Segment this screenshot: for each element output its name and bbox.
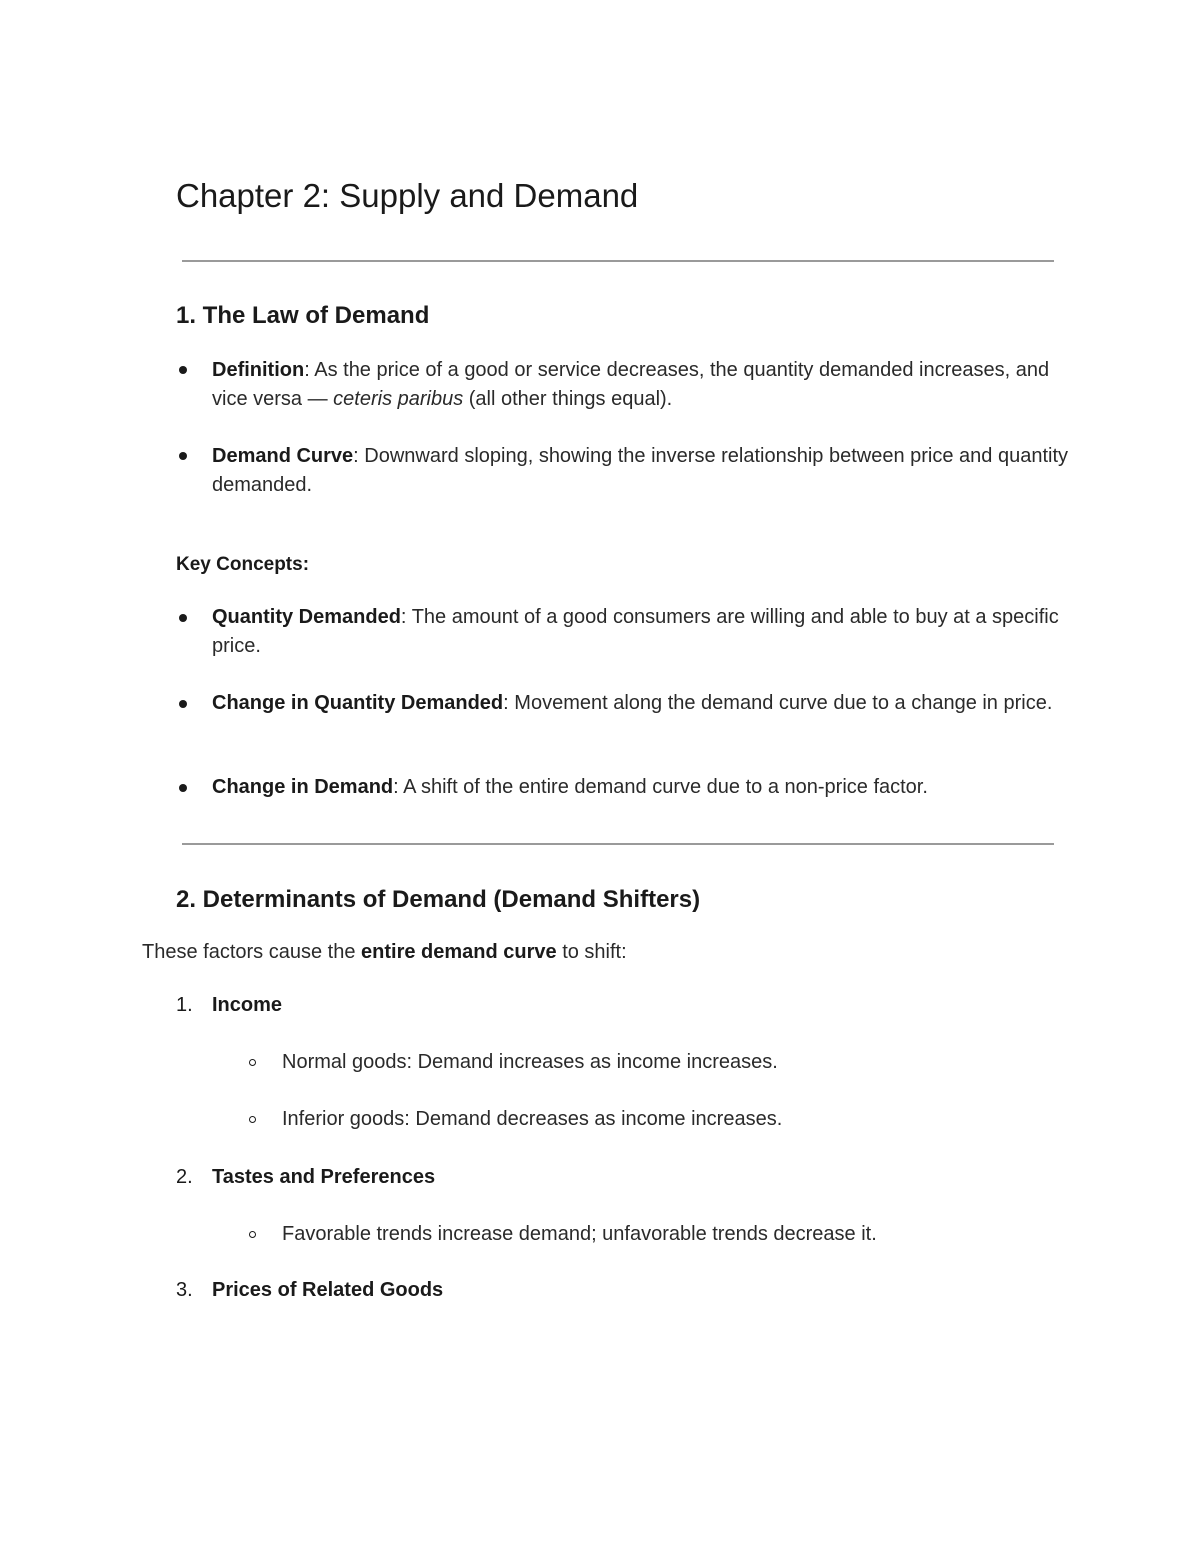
demand-curve-item: [212, 442, 1072, 500]
key-concepts-label: Key Concepts:: [176, 554, 310, 575]
key-concept-term: Change in Demand: [212, 776, 394, 798]
bullet-icon: [179, 366, 187, 374]
list-item-label: Income: [212, 994, 283, 1016]
separator: :: [400, 606, 412, 628]
list-number: 2.: [176, 1166, 193, 1188]
intro-text: These factors cause the: [142, 941, 362, 963]
intro-text-end: to shift:: [556, 941, 627, 963]
sub-item: Normal goods: Demand increases as income increases.: [282, 1051, 778, 1073]
key-concept-item: [212, 773, 1072, 802]
definition-text-end: (all other things equal).: [463, 388, 673, 410]
key-concept-text: A shift of the entire demand curve due to a non-price factor.: [403, 776, 928, 798]
list-item-label: Tastes and Preferences: [212, 1166, 436, 1188]
section-intro: [142, 938, 627, 967]
section-heading-law-of-demand: 1. The Law of Demand: [176, 302, 430, 329]
separator: :: [393, 776, 404, 798]
divider: [182, 260, 1054, 262]
bullet-icon: [179, 700, 187, 708]
sub-item: Favorable trends increase demand; unfavorable trends decrease it.: [282, 1223, 877, 1245]
key-concept-term: Change in Quantity Demanded: [212, 692, 504, 714]
demand-curve-text: Downward sloping, showing the inverse relationship between price and quantity demanded.: [212, 445, 1069, 496]
definition-term: Definition: [212, 359, 305, 381]
page-title: Chapter 2: Supply and Demand: [176, 177, 639, 214]
separator: :: [304, 359, 315, 381]
key-concept-item: [212, 689, 1072, 718]
intro-bold: entire demand curve: [361, 941, 557, 963]
sub-item: Inferior goods: Demand decreases as income increases.: [282, 1108, 783, 1130]
bullet-icon: [179, 614, 187, 622]
list-number: 3.: [176, 1279, 193, 1301]
definition-item: [212, 356, 1072, 414]
separator: :: [353, 445, 365, 467]
key-concept-text: The amount of a good consumers are willing and able to buy at a specific price.: [212, 606, 1059, 657]
list-number: 1.: [176, 994, 193, 1016]
divider: [182, 843, 1054, 845]
key-concept-text: Movement along the demand curve due to a change in price.: [514, 692, 1053, 714]
section-heading-determinants: 2. Determinants of Demand (Demand Shifters): [176, 886, 701, 913]
separator: :: [503, 692, 515, 714]
key-concept-term: Quantity Demanded: [212, 606, 401, 628]
bullet-icon: [179, 452, 187, 460]
ceteris-paribus: ceteris paribus: [333, 388, 464, 410]
key-concept-item: [212, 603, 1072, 661]
demand-curve-term: Demand Curve: [212, 445, 354, 467]
circle-bullet-icon: [249, 1116, 256, 1123]
circle-bullet-icon: [249, 1059, 256, 1066]
bullet-icon: [179, 784, 187, 792]
definition-text: As the price of a good or service decreases, the quantity demanded increases, and vice versa —: [212, 359, 1050, 410]
list-item-label: Prices of Related Goods: [212, 1279, 444, 1301]
circle-bullet-icon: [249, 1231, 256, 1238]
